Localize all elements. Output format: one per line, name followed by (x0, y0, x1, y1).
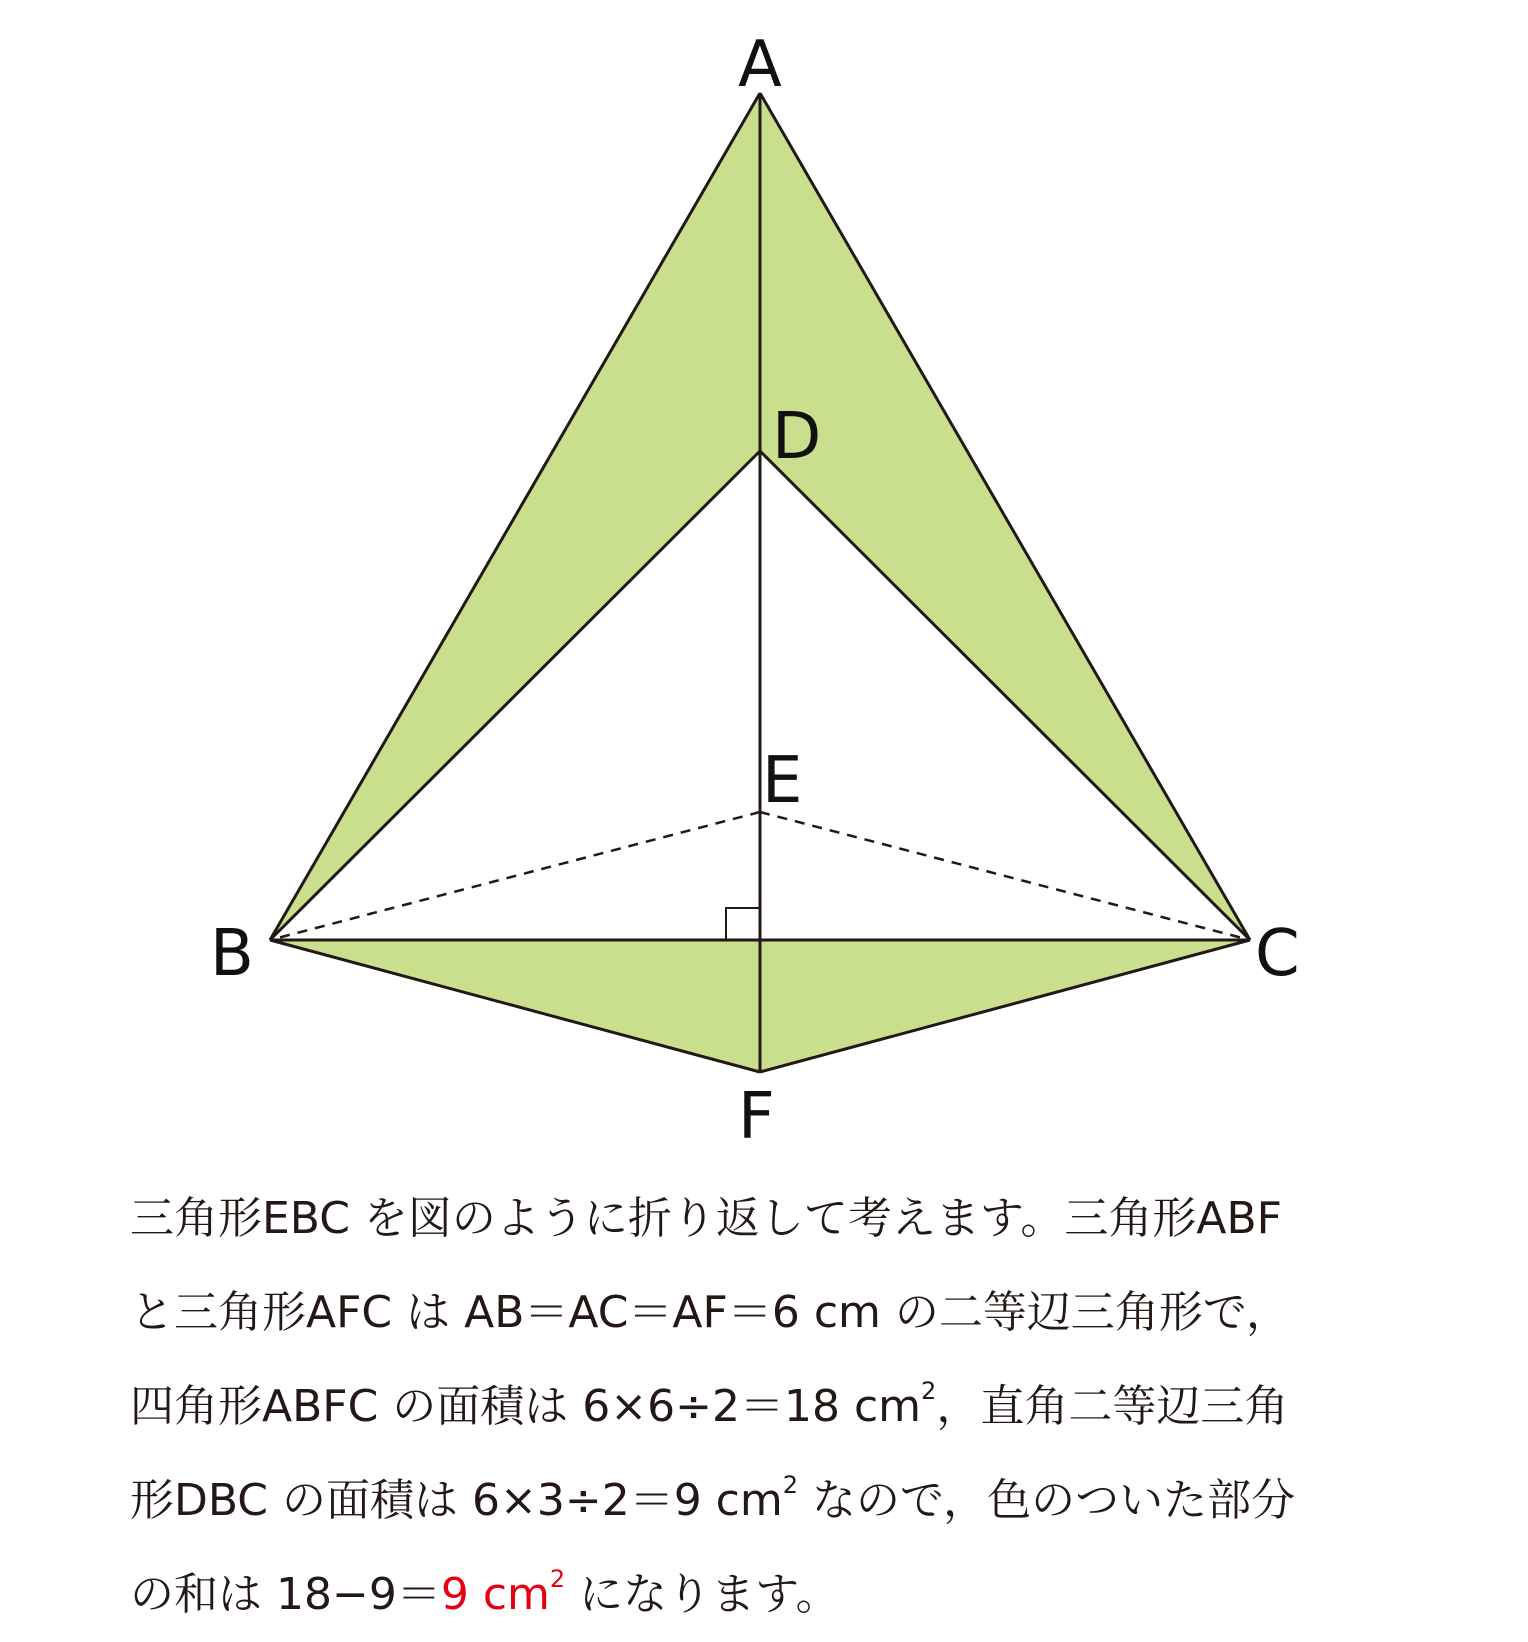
point-label-F: F (738, 1080, 775, 1140)
explanation-line-2: と三角形AFC は AB＝AC＝AF＝6 cm の二等辺三角形で， (130, 1287, 1290, 1338)
answer-value: 9 cm (440, 1569, 550, 1620)
answer-highlight (440, 1565, 566, 1620)
explanation-line-3 (130, 1360, 1470, 1454)
explanation-line-5 (130, 1548, 1470, 1642)
right-angle-mark (726, 908, 760, 940)
superscript-2: 2 (921, 1377, 937, 1405)
superscript-2: 2 (549, 1565, 566, 1593)
explanation-line-5-part-b: になります。 (565, 1569, 840, 1620)
explanation-line-4 (130, 1454, 1470, 1548)
explanation-line-5-part-a: の和は 18−9＝ (130, 1569, 441, 1620)
point-label-A: A (738, 28, 782, 102)
point-label-C: C (1255, 917, 1300, 991)
explanation-line-1: 三角形EBC を図のように折り返して考えます。三角形ABF (130, 1193, 1282, 1244)
point-label-E: E (762, 744, 803, 818)
explanation-line-3-part-a: 四角形ABFC の面積は 6×6÷2＝18 cm (130, 1381, 922, 1432)
explanation-line-3-part-b: ，直角二等辺三角 (936, 1381, 1289, 1432)
explanation-line-4-part-b: なので，色のついた部分 (798, 1475, 1296, 1526)
explanation-text (130, 1172, 1470, 1642)
explanation-line-4-part-a: 形DBC の面積は 6×3÷2＝9 cm (130, 1475, 783, 1526)
point-label-D: D (772, 400, 822, 474)
point-label-B: B (210, 917, 254, 991)
superscript-2: 2 (782, 1471, 799, 1499)
